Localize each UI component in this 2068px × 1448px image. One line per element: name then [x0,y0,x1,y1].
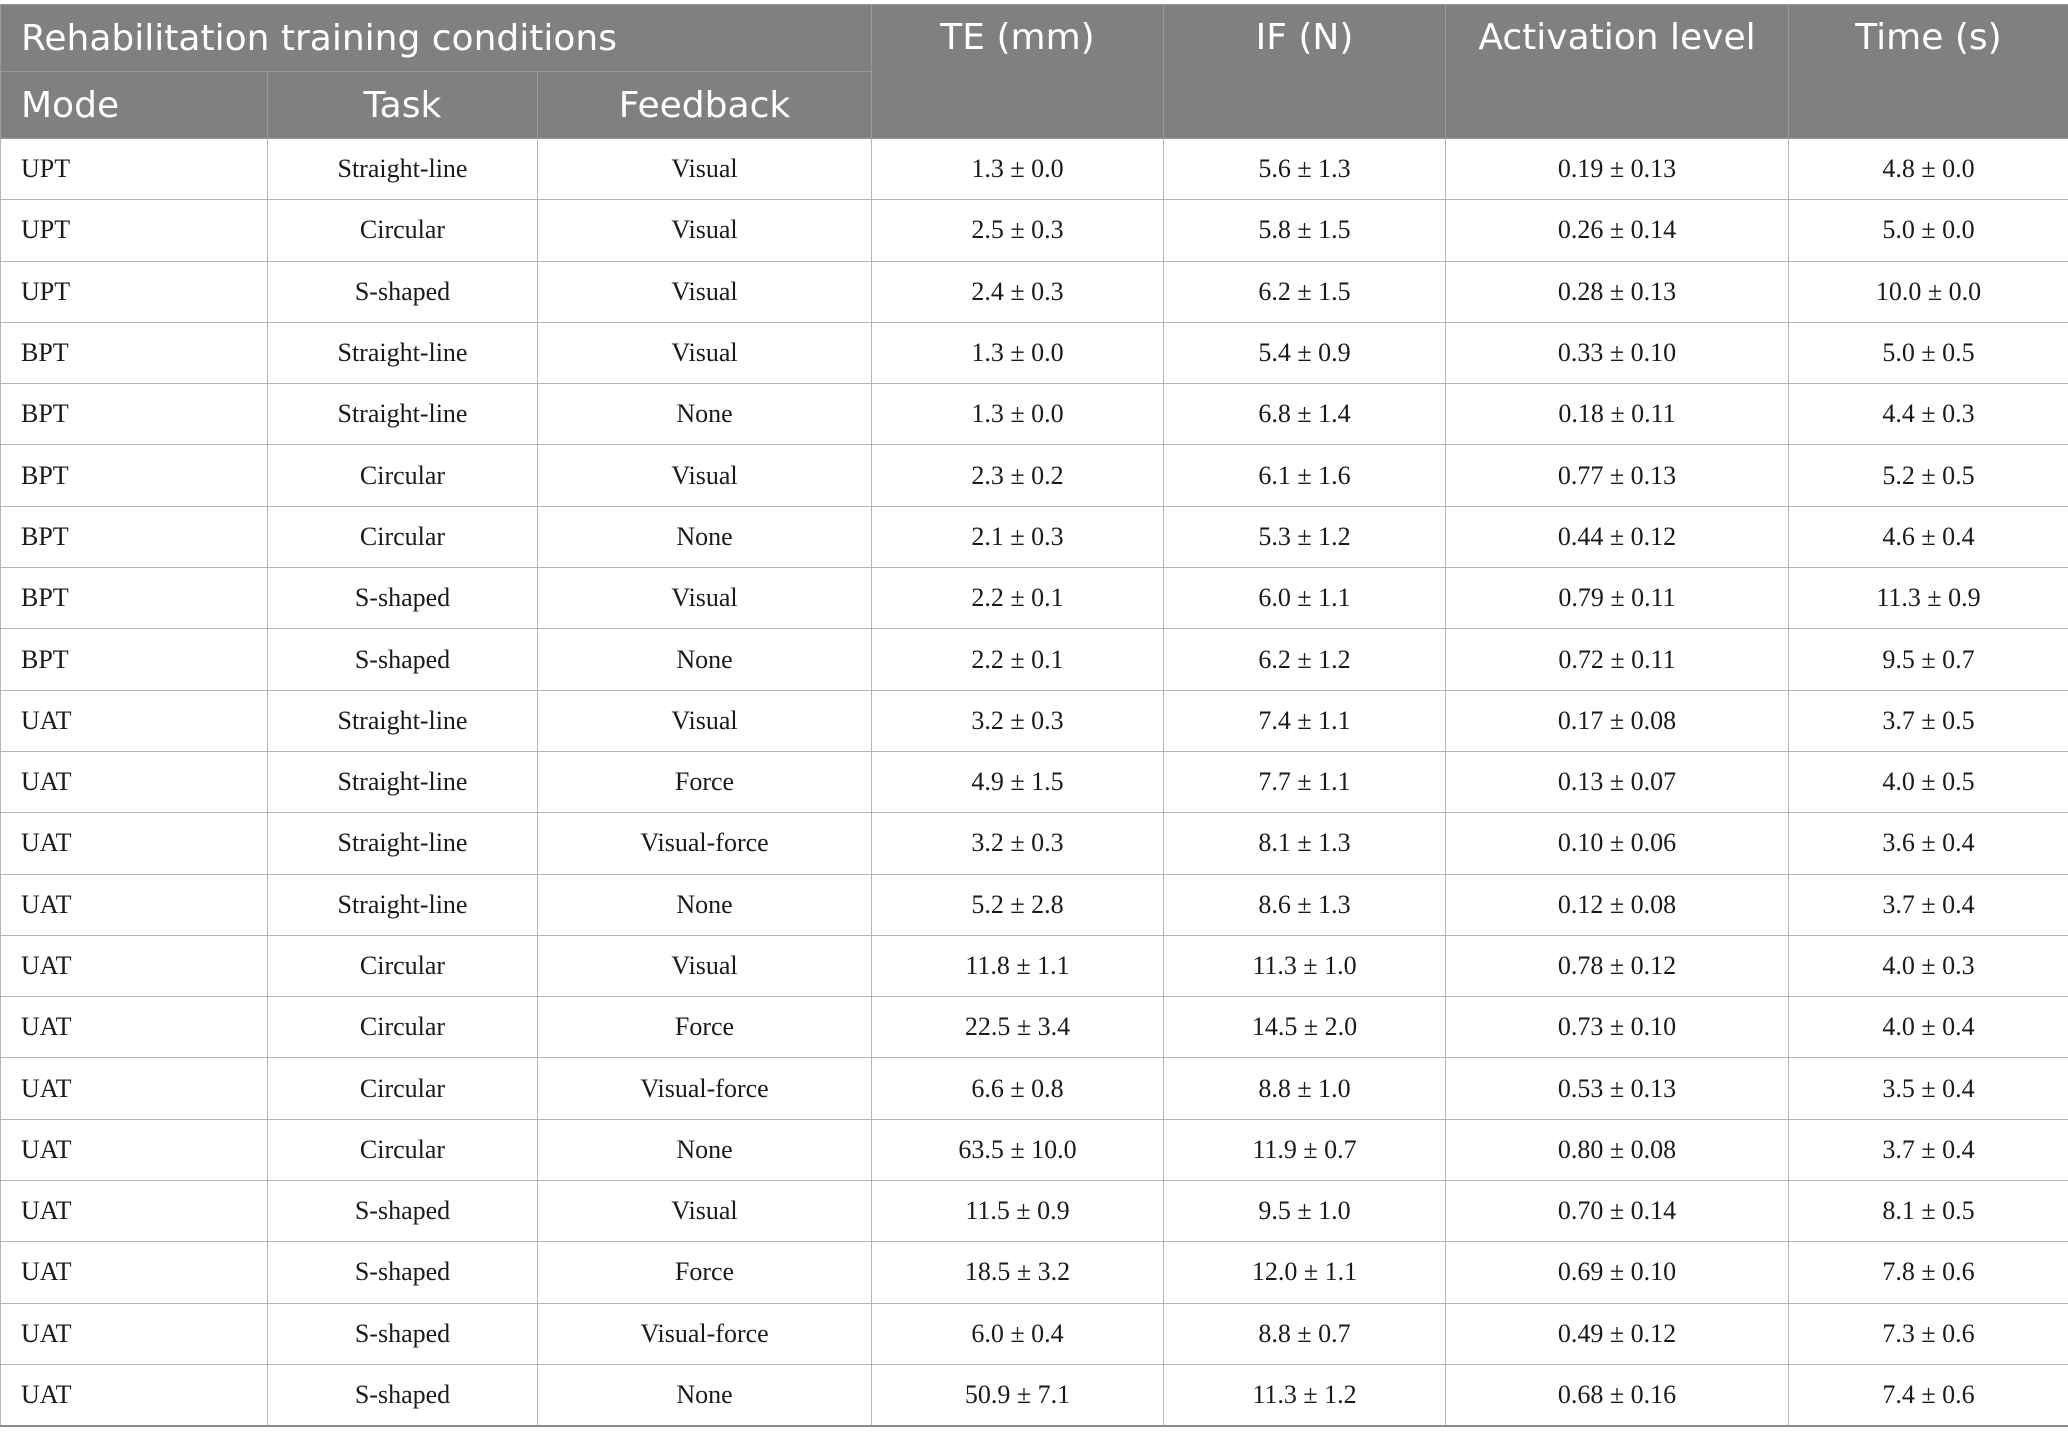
cell-task: S-shaped [268,1242,538,1303]
cell-time: 4.4 ± 0.3 [1789,384,2068,445]
cell-if: 5.4 ± 0.9 [1164,322,1446,383]
cell-activation-level: 0.44 ± 0.12 [1446,506,1789,567]
cell-activation-level: 0.28 ± 0.13 [1446,261,1789,322]
cell-te: 22.5 ± 3.4 [872,997,1164,1058]
header-te: TE (mm) [872,5,1164,139]
cell-mode: UAT [1,1119,268,1180]
cell-te: 3.2 ± 0.3 [872,690,1164,751]
table-header [1,5,2068,139]
cell-task: S-shaped [268,261,538,322]
cell-activation-level: 0.17 ± 0.08 [1446,690,1789,751]
cell-time: 3.6 ± 0.4 [1789,813,2068,874]
cell-mode: UPT [1,139,268,200]
cell-time: 5.0 ± 0.0 [1789,200,2068,261]
table-row [1,139,2068,200]
table-row [1,997,2068,1058]
cell-if: 5.3 ± 1.2 [1164,506,1446,567]
cell-if: 11.9 ± 0.7 [1164,1119,1446,1180]
table-row [1,935,2068,996]
results-table-container [0,4,2068,1427]
cell-if: 12.0 ± 1.1 [1164,1242,1446,1303]
cell-time: 7.3 ± 0.6 [1789,1303,2068,1364]
cell-te: 1.3 ± 0.0 [872,322,1164,383]
table-row [1,1119,2068,1180]
cell-te: 1.3 ± 0.0 [872,384,1164,445]
cell-activation-level: 0.69 ± 0.10 [1446,1242,1789,1303]
cell-task: Circular [268,1119,538,1180]
cell-task: Straight-line [268,813,538,874]
cell-activation-level: 0.53 ± 0.13 [1446,1058,1789,1119]
cell-if: 8.6 ± 1.3 [1164,874,1446,935]
cell-mode: UAT [1,1303,268,1364]
cell-te: 6.0 ± 0.4 [872,1303,1164,1364]
cell-if: 7.4 ± 1.1 [1164,690,1446,751]
cell-time: 9.5 ± 0.7 [1789,629,2068,690]
cell-feedback: None [538,1119,872,1180]
header-task: Task [268,72,538,139]
cell-task: Circular [268,997,538,1058]
table-row [1,384,2068,445]
results-table [0,4,2068,1427]
cell-if: 6.2 ± 1.2 [1164,629,1446,690]
cell-feedback: Visual-force [538,1058,872,1119]
cell-mode: UAT [1,935,268,996]
table-row [1,1242,2068,1303]
cell-activation-level: 0.13 ± 0.07 [1446,751,1789,812]
cell-mode: UAT [1,997,268,1058]
cell-if: 11.3 ± 1.0 [1164,935,1446,996]
cell-task: Circular [268,200,538,261]
cell-mode: UAT [1,1364,268,1426]
cell-time: 8.1 ± 0.5 [1789,1181,2068,1242]
cell-activation-level: 0.72 ± 0.11 [1446,629,1789,690]
cell-feedback: Force [538,751,872,812]
cell-activation-level: 0.79 ± 0.11 [1446,568,1789,629]
cell-task: Circular [268,506,538,567]
cell-activation-level: 0.33 ± 0.10 [1446,322,1789,383]
cell-mode: BPT [1,629,268,690]
table-row [1,568,2068,629]
cell-activation-level: 0.70 ± 0.14 [1446,1181,1789,1242]
cell-te: 18.5 ± 3.2 [872,1242,1164,1303]
cell-activation-level: 0.18 ± 0.11 [1446,384,1789,445]
cell-time: 7.8 ± 0.6 [1789,1242,2068,1303]
cell-time: 7.4 ± 0.6 [1789,1364,2068,1426]
cell-te: 50.9 ± 7.1 [872,1364,1164,1426]
cell-feedback: Visual [538,1181,872,1242]
cell-time: 4.6 ± 0.4 [1789,506,2068,567]
cell-task: S-shaped [268,629,538,690]
cell-if: 14.5 ± 2.0 [1164,997,1446,1058]
cell-activation-level: 0.10 ± 0.06 [1446,813,1789,874]
cell-task: Circular [268,445,538,506]
cell-feedback: Visual [538,690,872,751]
cell-time: 4.0 ± 0.4 [1789,997,2068,1058]
cell-feedback: None [538,874,872,935]
cell-mode: UAT [1,1058,268,1119]
cell-time: 4.8 ± 0.0 [1789,139,2068,200]
header-feedback: Feedback [538,72,872,139]
cell-mode: BPT [1,322,268,383]
cell-if: 8.8 ± 0.7 [1164,1303,1446,1364]
cell-te: 1.3 ± 0.0 [872,139,1164,200]
cell-if: 9.5 ± 1.0 [1164,1181,1446,1242]
cell-mode: BPT [1,568,268,629]
table-row [1,874,2068,935]
cell-feedback: Visual [538,139,872,200]
cell-feedback: Visual-force [538,1303,872,1364]
cell-te: 11.5 ± 0.9 [872,1181,1164,1242]
table-row [1,200,2068,261]
table-row [1,445,2068,506]
cell-task: Straight-line [268,384,538,445]
cell-if: 6.2 ± 1.5 [1164,261,1446,322]
cell-time: 5.0 ± 0.5 [1789,322,2068,383]
cell-task: S-shaped [268,568,538,629]
cell-if: 6.8 ± 1.4 [1164,384,1446,445]
cell-te: 2.3 ± 0.2 [872,445,1164,506]
cell-activation-level: 0.19 ± 0.13 [1446,139,1789,200]
table-row [1,813,2068,874]
cell-time: 10.0 ± 0.0 [1789,261,2068,322]
cell-te: 6.6 ± 0.8 [872,1058,1164,1119]
cell-time: 3.7 ± 0.5 [1789,690,2068,751]
table-row [1,1303,2068,1364]
table-body [1,139,2068,1427]
table-row [1,751,2068,812]
cell-te: 2.4 ± 0.3 [872,261,1164,322]
cell-feedback: Visual [538,261,872,322]
table-row [1,690,2068,751]
cell-if: 5.8 ± 1.5 [1164,200,1446,261]
cell-mode: UAT [1,874,268,935]
header-if: IF (N) [1164,5,1446,139]
cell-if: 8.1 ± 1.3 [1164,813,1446,874]
cell-mode: UAT [1,1181,268,1242]
cell-task: Straight-line [268,139,538,200]
cell-time: 11.3 ± 0.9 [1789,568,2068,629]
cell-task: Circular [268,1058,538,1119]
header-training-conditions: Rehabilitation training conditions [1,5,872,72]
cell-if: 7.7 ± 1.1 [1164,751,1446,812]
cell-mode: BPT [1,506,268,567]
cell-feedback: Force [538,997,872,1058]
cell-te: 2.2 ± 0.1 [872,568,1164,629]
cell-time: 3.5 ± 0.4 [1789,1058,2068,1119]
cell-task: Straight-line [268,690,538,751]
cell-time: 3.7 ± 0.4 [1789,874,2068,935]
cell-task: S-shaped [268,1303,538,1364]
cell-activation-level: 0.12 ± 0.08 [1446,874,1789,935]
cell-task: S-shaped [268,1364,538,1426]
table-row [1,629,2068,690]
cell-mode: UAT [1,1242,268,1303]
cell-time: 3.7 ± 0.4 [1789,1119,2068,1180]
cell-feedback: Visual [538,200,872,261]
cell-mode: UPT [1,261,268,322]
cell-if: 5.6 ± 1.3 [1164,139,1446,200]
cell-mode: UAT [1,751,268,812]
cell-activation-level: 0.73 ± 0.10 [1446,997,1789,1058]
header-mode: Mode [1,72,268,139]
cell-te: 3.2 ± 0.3 [872,813,1164,874]
cell-te: 4.9 ± 1.5 [872,751,1164,812]
table-row [1,1364,2068,1426]
cell-time: 4.0 ± 0.5 [1789,751,2068,812]
cell-time: 5.2 ± 0.5 [1789,445,2068,506]
cell-if: 6.1 ± 1.6 [1164,445,1446,506]
cell-task: Straight-line [268,751,538,812]
cell-if: 11.3 ± 1.2 [1164,1364,1446,1426]
cell-feedback: Visual [538,935,872,996]
header-activation-level: Activation level [1446,5,1789,139]
cell-activation-level: 0.78 ± 0.12 [1446,935,1789,996]
cell-feedback: None [538,384,872,445]
cell-feedback: None [538,506,872,567]
table-row [1,261,2068,322]
cell-if: 8.8 ± 1.0 [1164,1058,1446,1119]
cell-activation-level: 0.77 ± 0.13 [1446,445,1789,506]
cell-activation-level: 0.80 ± 0.08 [1446,1119,1789,1180]
cell-task: Circular [268,935,538,996]
cell-task: Straight-line [268,874,538,935]
cell-te: 2.1 ± 0.3 [872,506,1164,567]
cell-feedback: Visual-force [538,813,872,874]
cell-mode: UAT [1,690,268,751]
cell-te: 2.5 ± 0.3 [872,200,1164,261]
cell-mode: UPT [1,200,268,261]
cell-feedback: Visual [538,568,872,629]
table-row [1,1058,2068,1119]
cell-mode: UAT [1,813,268,874]
cell-te: 5.2 ± 2.8 [872,874,1164,935]
cell-mode: BPT [1,445,268,506]
cell-feedback: Visual [538,322,872,383]
cell-feedback: None [538,629,872,690]
header-time: Time (s) [1789,5,2068,139]
cell-task: S-shaped [268,1181,538,1242]
cell-te: 2.2 ± 0.1 [872,629,1164,690]
cell-feedback: Visual [538,445,872,506]
table-row [1,1181,2068,1242]
cell-feedback: Force [538,1242,872,1303]
cell-te: 11.8 ± 1.1 [872,935,1164,996]
cell-task: Straight-line [268,322,538,383]
cell-activation-level: 0.26 ± 0.14 [1446,200,1789,261]
cell-te: 63.5 ± 10.0 [872,1119,1164,1180]
cell-mode: BPT [1,384,268,445]
cell-if: 6.0 ± 1.1 [1164,568,1446,629]
cell-time: 4.0 ± 0.3 [1789,935,2068,996]
cell-activation-level: 0.49 ± 0.12 [1446,1303,1789,1364]
table-row [1,322,2068,383]
cell-activation-level: 0.68 ± 0.16 [1446,1364,1789,1426]
cell-feedback: None [538,1364,872,1426]
table-row [1,506,2068,567]
